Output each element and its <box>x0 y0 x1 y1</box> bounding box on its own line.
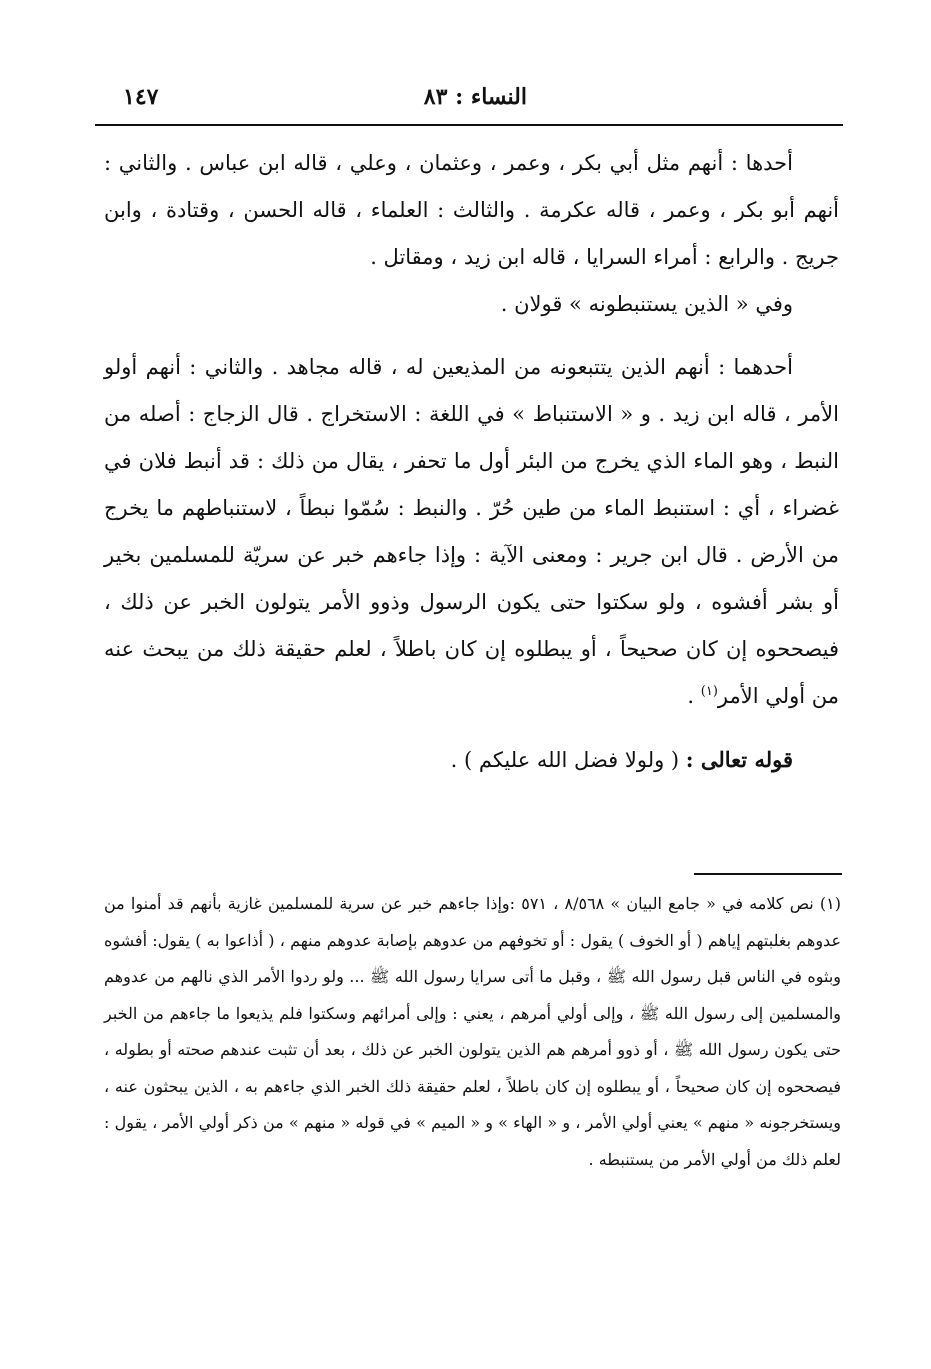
footnote <box>104 886 841 1178</box>
main-text <box>104 140 839 784</box>
paragraph-3-end: . <box>687 684 701 708</box>
paragraph-2: وفي « الذين يستنبطونه » قولان . <box>500 292 793 316</box>
footnote-rule <box>694 873 842 875</box>
footnote-reference: (١) <box>700 684 718 699</box>
running-title: النساء : ٨٣ <box>423 84 527 110</box>
footnote-text: (١) نص كلامه في « جامع البيان » ٨/٥٦٨ ، ٥٧١ :وإذا جاءهم خبر عن سرية للمسلمين غازية بأنهم قد أمنوا من عدوهم بغلبتهم إياهم ( أو الخوف ) يقول : أو تخوفهم من عدوهم بإصابة عدوهم منهم ، ( أذاعوا به ) يقول: أفشوه وبثوه في الناس قبل رسول الله ﷺ ، وقبل ما أتى سرايا رسول الله ﷺ ... ولو ردوا الأمر الذي نالهم من عدوهم والمسلمين إلى رسول الله ﷺ ، وإلى أولي أمرهم ، يعني : وإلى أمرائهم وسكتوا فلم يذيعوا ما جاءهم من الخبر حتى يكون رسول الله ﷺ ، أو ذوو أمرهم هم الذين يتولون الخبر عن ذلك ، بعد أن تثبت عندهم صحته أو بطوله ، فيصححوه إن كان صحيحاً ، أو يبطلوه إن كان باطلاً ، لعلم حقيقة ذلك الخبر الذي جاءهم به ، الذين يبحثون عنه ، ويستخرجونه « منهم » يعني أولي الأمر ، و « الهاء » و « الميم » في قوله « منهم » من ذكر أولي الأمر ، يقول : لعلم ذلك من أولي الأمر من يستنبطه . <box>104 894 842 1169</box>
paragraph-4 <box>104 736 839 784</box>
paragraph-3 <box>104 344 839 720</box>
verse-text: ( ولولا فضل الله عليكم ) . <box>450 748 686 772</box>
page-header <box>95 84 840 118</box>
header-rule <box>95 124 843 126</box>
page-number: ١٤٧ <box>123 84 159 110</box>
paragraph-1: أحدها : أنهم مثل أبي بكر ، وعمر ، وعثمان ، وعلي ، قاله ابن عباس . والثاني : أنهم أبو بكر ، وعمر ، قاله عكرمة . والثالث : العلماء ، قاله الحسن ، وقتادة ، وابن جريج . والرابع : أمراء السرايا ، قاله ابن زيد ، ومقاتل . <box>104 151 839 269</box>
paragraph-3-text: أحدهما : أنهم الذين يتتبعونه من المذيعين له ، قاله مجاهد . والثاني : أنهم أولو الأمر ، قاله ابن زيد . و « الاستنباط » في اللغة : الاستخراج . قال الزجاج : أصله من النبط ، وهو الماء الذي يخرج من البئر أول ما تحفر ، يقال من ذلك : قد أنبط فلان في غضراء ، أي : استنبط الماء من طين حُرّ . والنبط : سُمّوا نبطاً ، لاستنباطهم ما يخرج من الأرض . قال ابن جرير : ومعنى الآية : وإذا جاءهم خبر عن سريّة للمسلمين بخير أو بشر أفشوه ، ولو سكتوا حتى يكون الرسول وذوو الأمر يتولون الخبر عن ذلك ، فيصححوه إن كان صحيحاً ، أو يبطلوه إن كان باطلاً ، لعلم حقيقة ذلك من يبحث عنه من أولي الأمر <box>104 355 839 708</box>
verse-label: قوله تعالى : <box>685 747 793 772</box>
